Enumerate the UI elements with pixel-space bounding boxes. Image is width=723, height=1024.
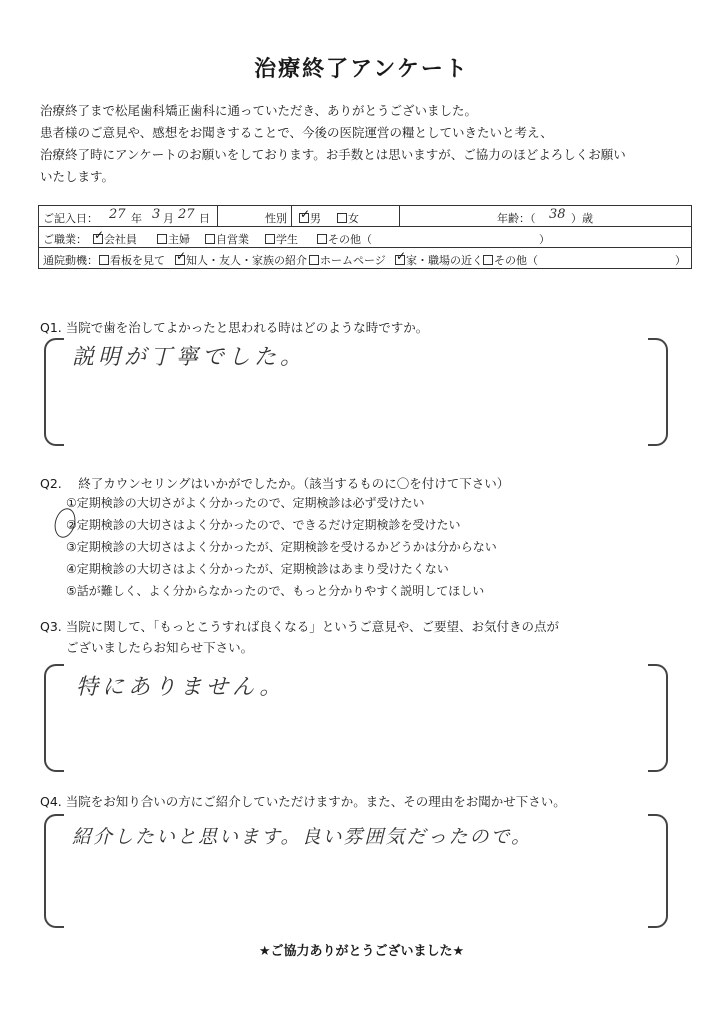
answer-3[interactable]: 特にありません。 — [76, 675, 286, 700]
occupation-option[interactable]: 自営業 — [205, 231, 249, 247]
question-3-line-1: Q3. 当院に関して、「もっとこうすれば良くなる」というご意見や、ご要望、お気付きの点が — [40, 619, 559, 634]
reason-option[interactable]: ✓ 知人・友人・家族の紹介 — [175, 252, 307, 268]
answer-bracket-left — [44, 814, 64, 928]
date-year-value[interactable]: 27 — [109, 207, 126, 222]
checkbox-icon[interactable] — [99, 255, 109, 265]
occupation-option[interactable]: 主婦 — [157, 231, 190, 247]
answer-bracket-right — [648, 338, 668, 446]
year-label: 年 — [131, 212, 142, 225]
answer-bracket-left — [44, 338, 64, 446]
age-value[interactable]: 38 — [549, 207, 566, 222]
reason-option[interactable]: ✓ 家・職場の近く — [395, 252, 483, 268]
checkbox-checked-icon[interactable] — [93, 234, 103, 244]
gender-label: 性別 — [265, 212, 287, 225]
info-row-occupation — [39, 227, 691, 248]
occupation-label: ご職業： — [43, 233, 87, 246]
q2-option-2[interactable]: ②定期検診の大切さはよく分かったので、できるだけ定期検診を受けたい — [66, 518, 461, 532]
question-1: Q1. 当院で歯を治してよかったと思われる時はどのような時ですか。 — [40, 320, 429, 335]
reason-option[interactable]: その他（ — [483, 252, 538, 268]
checkbox-checked-icon[interactable] — [299, 213, 309, 223]
info-row-reason — [39, 248, 691, 269]
checkbox-checked-icon[interactable] — [175, 255, 185, 265]
checkbox-icon[interactable] — [205, 234, 215, 244]
reason-option[interactable]: ホームページ — [309, 252, 386, 268]
page-title: 治療終了アンケート — [254, 57, 469, 82]
gender-option-male[interactable]: ✓ 男 — [299, 210, 321, 226]
reason-label: 通院動機： — [43, 254, 98, 267]
reason-option[interactable]: 看板を見て — [99, 252, 165, 268]
gender-option-female[interactable]: 女 — [337, 210, 359, 226]
respondent-info-table — [38, 205, 692, 269]
intro-line: 治療終了時にアンケートのお願いをしております。お手数とは思いますが、ご協力のほどよろしくお願い — [40, 147, 626, 162]
checkbox-icon[interactable] — [483, 255, 493, 265]
month-label: 月 — [163, 212, 174, 225]
date-month-value[interactable]: 3 — [152, 207, 161, 222]
q2-option-3[interactable]: ③定期検診の大切さはよく分かったが、定期検診を受けるかどうかは分からない — [66, 540, 497, 554]
q2-option-5[interactable]: ⑤話が難しく、よく分からなかったので、もっと分かりやすく説明してほしい — [66, 584, 485, 598]
checkbox-icon[interactable] — [309, 255, 319, 265]
checkbox-icon[interactable] — [317, 234, 327, 244]
date-day-value[interactable]: 27 — [178, 207, 195, 222]
intro-line: いたします。 — [40, 169, 115, 184]
intro-text — [40, 100, 690, 188]
checkbox-checked-icon[interactable] — [395, 255, 405, 265]
intro-line: 患者様のご意見や、感想をお聞きすることで、今後の医院運営の糧としていきたいと考え、 — [40, 125, 553, 140]
age-label: 年齢：（ — [497, 212, 536, 225]
day-label: 日 — [199, 212, 210, 225]
occupation-option[interactable]: その他（ — [317, 231, 372, 247]
checkbox-icon[interactable] — [337, 213, 347, 223]
checkbox-icon[interactable] — [265, 234, 275, 244]
footer-thanks: ★ご協力ありがとうございました★ — [258, 944, 465, 959]
occupation-option[interactable]: ✓ 会社員 — [93, 231, 137, 247]
occupation-close: ） — [539, 233, 550, 246]
reason-close: ） — [675, 254, 686, 267]
answer-4[interactable]: 紹介したいと思います。良い雰囲気だったので。 — [72, 826, 533, 848]
question-3-line-2: ございましたらお知らせ下さい。 — [66, 640, 254, 655]
date-label: ご記入日： — [43, 212, 98, 225]
checkbox-icon[interactable] — [157, 234, 167, 244]
q2-option-4[interactable]: ④定期検診の大切さはよく分かったが、定期検診はあまり受けたくない — [66, 562, 449, 576]
selected-circle-mark — [51, 506, 78, 540]
answer-bracket-right — [648, 664, 668, 772]
info-row-date-gender-age — [39, 206, 691, 227]
answer-bracket-right — [648, 814, 668, 928]
answer-bracket-left — [44, 664, 64, 772]
answer-1[interactable]: 説明が丁寧でした。 — [72, 345, 307, 370]
q2-option-1[interactable]: ①定期検診の大切さがよく分かったので、定期検診は必ず受けたい — [66, 496, 425, 510]
question-2: Q2. 終了カウンセリングはいかがでしたか。（該当するものに〇を付けて下さい） — [40, 476, 510, 491]
occupation-option[interactable]: 学生 — [265, 231, 298, 247]
age-unit: ）歳 — [571, 212, 593, 225]
intro-line: 治療終了まで松尾歯科矯正歯科に通っていただき、ありがとうございました。 — [40, 103, 478, 118]
question-4: Q4. 当院をお知り合いの方にご紹介していただけますか。また、その理由をお聞かせ下さい。 — [40, 794, 566, 809]
